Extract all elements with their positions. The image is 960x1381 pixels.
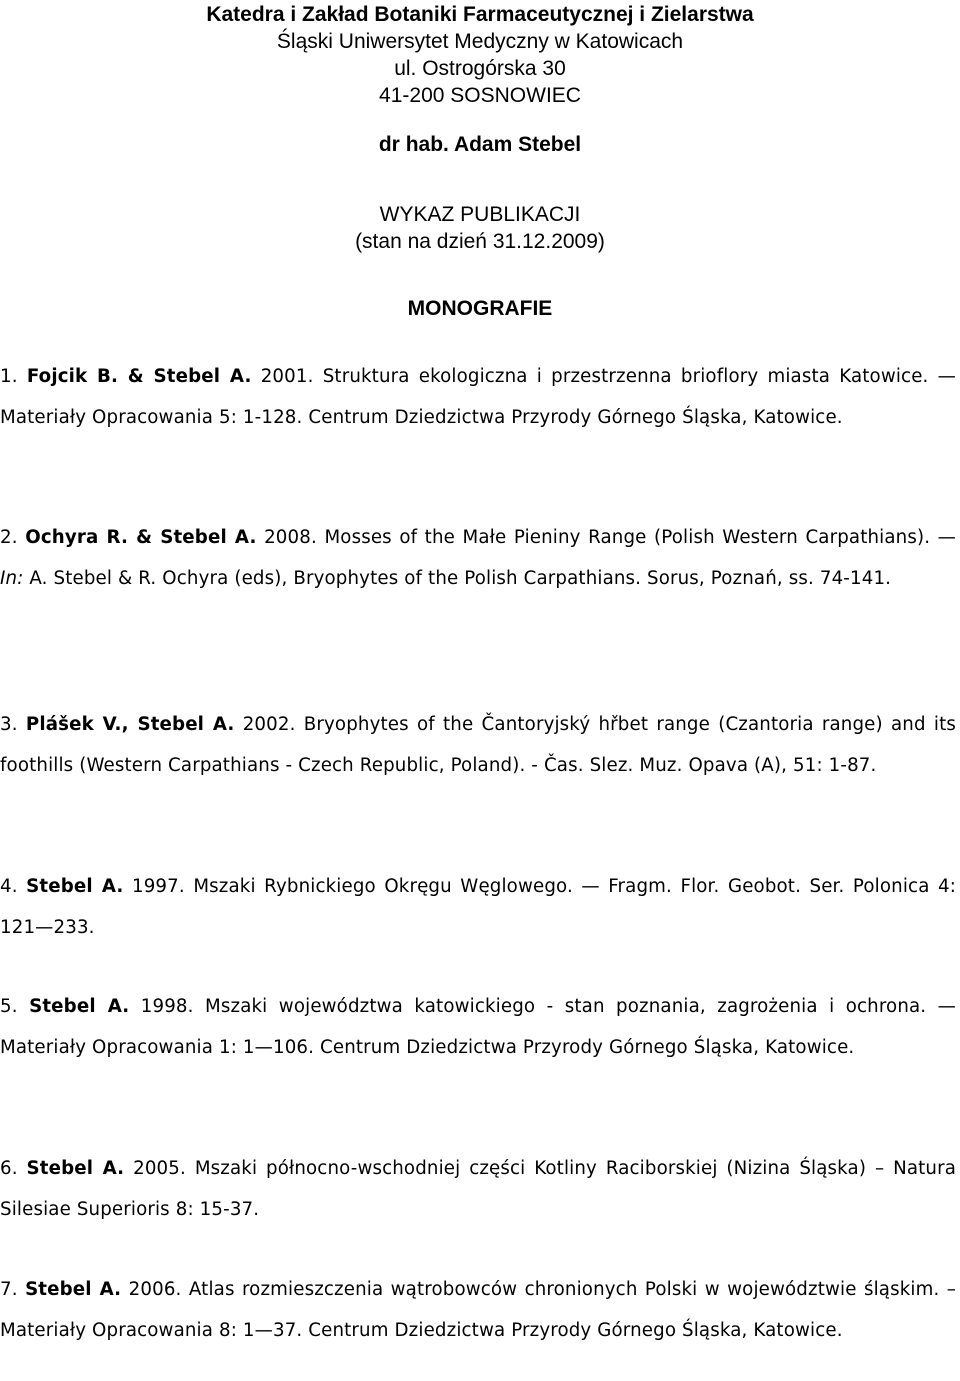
entry-year: 2001.: [260, 366, 314, 387]
entry-year: 2006.: [128, 1279, 182, 1300]
entry-number: 1.: [0, 366, 18, 387]
entry-text: Mszaki Rybnickiego Okręgu Węglowego. — Fragm. Flor. Geobot. Ser. Polonica 4: 121—233.: [0, 876, 956, 938]
entry-in-label: In:: [0, 568, 24, 589]
entry-text: Mszaki województwa katowickiego - stan poznania, zagrożenia i ochrona. — Materiały Opracowania 1: 1—106. Centrum Dziedzictwa Przyrody Górnego Śląska, Katowice.: [0, 996, 956, 1058]
entry-authors: Fojcik B. & Stebel A.: [26, 366, 252, 387]
entry-year: 2008.: [264, 527, 317, 548]
author-title: dr hab.: [378, 133, 449, 156]
entry-text: Bryophytes of the Čantoryjský hřbet range (Czantoria range) and its foothills (Western Carpathians - Czech Republic, Poland). - Čas. Slez. Muz. Opava (A), 51: 1-87.: [0, 714, 956, 776]
entry-year: 1998.: [140, 996, 194, 1017]
entry-year: 1997.: [131, 876, 185, 897]
entry-authors: Stebel A.: [25, 1279, 122, 1300]
entry-number: 7.: [0, 1279, 18, 1300]
author-line: [0, 131, 960, 158]
list-heading: [0, 201, 960, 255]
entry-year: 2002.: [242, 714, 296, 735]
entry-authors: Plášek V., Stebel A.: [25, 714, 235, 735]
entry-text: Struktura ekologiczna i przestrzenna brioflory miasta Katowice. — Materiały Opracowania 5: 1-128. Centrum Dziedzictwa Przyrody Górnego Śląska, Katowice.: [0, 366, 956, 428]
street-address: ul. Ostrogórska 30: [394, 57, 566, 80]
author-name: Adam Stebel: [453, 133, 582, 156]
entry-number: 3.: [0, 714, 18, 735]
entry-authors: Stebel A.: [26, 876, 124, 897]
entry-number: 6.: [0, 1158, 18, 1179]
publication-entry-3: [0, 704, 956, 786]
entry-text-continued: A. Stebel & R. Ochyra (eds), Bryophytes of the Polish Carpathians. Sorus, Poznań, ss. 74-141.: [29, 568, 892, 589]
entry-year: 2005.: [133, 1158, 186, 1179]
entry-number: 2.: [0, 527, 18, 548]
section-title: MONOGRAFIE: [407, 297, 553, 320]
postal-city: 41-200 SOSNOWIEC: [379, 84, 581, 107]
publication-entry-1: [0, 356, 956, 438]
university-name: Śląski Uniwersytet Medyczny w Katowicach: [276, 30, 684, 53]
entry-text: Mszaki północno-wschodniej części Kotliny Raciborskiej (Nizina Śląska) – Natura Silesiae Superioris 8: 15-37.: [0, 1158, 957, 1220]
publication-entry-7: [0, 1269, 956, 1351]
list-date: (stan na dzień 31.12.2009): [355, 230, 605, 253]
entry-authors: Stebel A.: [29, 996, 130, 1017]
publication-entry-6: [0, 1148, 956, 1230]
entry-number: 5.: [0, 996, 18, 1017]
list-title: WYKAZ PUBLIKACJI: [379, 203, 581, 226]
entry-authors: Ochyra R. & Stebel A.: [25, 527, 257, 548]
institution-header: [0, 1, 960, 109]
publication-entry-2: [0, 517, 956, 599]
publication-entry-5: [0, 986, 956, 1068]
department-name: Katedra i Zakład Botaniki Farmaceutycznej i Zielarstwa: [206, 3, 754, 26]
entry-text: Atlas rozmieszczenia wątrobowców chronionych Polski w województwie śląskim. – Materiały Opracowania 8: 1—37. Centrum Dziedzictwa Przyrody Górnego Śląska, Katowice.: [0, 1279, 957, 1341]
entry-text: Mosses of the Małe Pieniny Range (Polish Western Carpathians). —: [324, 527, 957, 548]
entry-number: 4.: [0, 876, 18, 897]
entry-authors: Stebel A.: [26, 1158, 125, 1179]
publication-entry-4: [0, 866, 956, 948]
